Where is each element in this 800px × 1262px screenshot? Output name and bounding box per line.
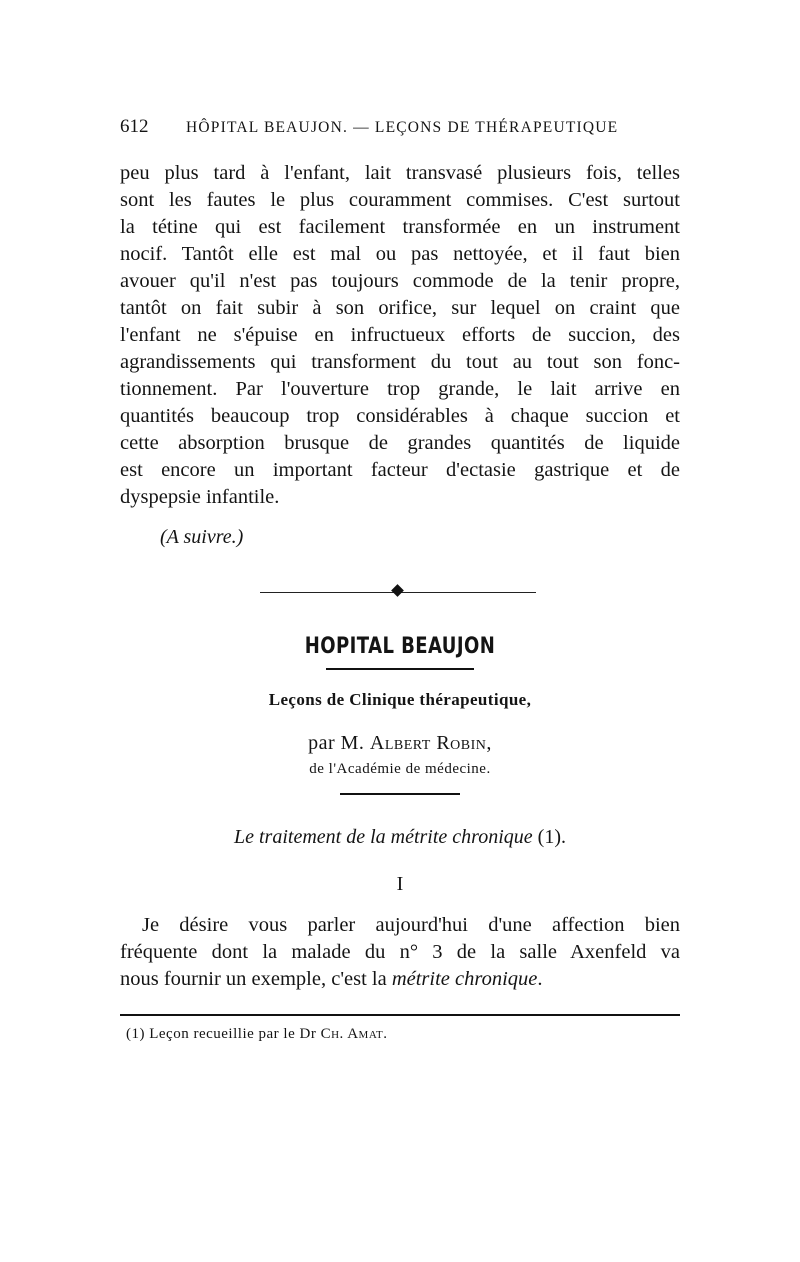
text-line: est encore un important facteur d'ectasie gastrique et de	[120, 459, 680, 481]
diamond-ornament-icon	[391, 584, 404, 597]
text-line: nocif. Tantôt elle est mal ou pas nettoyée, et il faut bien	[120, 243, 680, 265]
paragraph-lecture	[120, 912, 680, 993]
footnote-text: (1) Leçon recueillie par le Dr	[126, 1026, 317, 1042]
text-run: .	[537, 968, 543, 990]
text-line: tantôt on fait subir à son orifice, sur lequel on craint que	[120, 297, 680, 319]
text-line: quantités beaucoup trop considérables à chaque succion et	[120, 405, 680, 427]
text-line: sont les fautes le plus couramment commises. C'est surtout	[120, 189, 680, 211]
title-underline-rule	[326, 668, 474, 670]
text-line: agrandissements qui transforment du tout au tout son fonc-	[120, 351, 680, 373]
text-line: cette absorption brusque de grandes quantités de liquide	[120, 432, 680, 454]
text-line: tionnement. Par l'ouverture trop grande, le lait arrive en	[120, 378, 680, 400]
lecture-title-text: Le traitement de la métrite chronique	[234, 826, 533, 848]
text-line: l'enfant ne s'épuise en infructueux efforts de succion, des	[120, 324, 680, 346]
text-line: la tétine qui est facilement transformée en un instrument	[120, 216, 680, 238]
running-header	[120, 116, 680, 146]
running-title: HÔPITAL BEAUJON. — LEÇONS DE THÉRAPEUTIQUE	[186, 119, 619, 136]
footnote	[126, 1026, 388, 1043]
section-subtitle: Leçons de Clinique thérapeutique,	[268, 690, 532, 709]
lecture-title	[0, 826, 800, 849]
emphasis-text: métrite chronique	[391, 968, 538, 990]
footnote-rule	[120, 1014, 680, 1016]
text-line	[120, 966, 680, 993]
author-name: Albert Robin,	[369, 732, 492, 754]
paragraph-continued	[120, 160, 680, 511]
section-title: HOPITAL BEAUJON	[304, 634, 496, 659]
footnote-reference: (1).	[537, 826, 566, 848]
text-line: fréquente dont la malade du n° 3 de la salle Axenfeld va	[120, 941, 680, 963]
to-be-continued: (A suivre.)	[160, 526, 244, 548]
text-line: peu plus tard à l'enfant, lait transvasé plusieurs fois, telles	[120, 162, 680, 184]
footnote-name: Ch. Amat.	[320, 1026, 388, 1042]
author-line	[0, 732, 800, 755]
text-run: nous fournir un exemple, c'est la	[120, 968, 392, 990]
page-number: 612	[120, 116, 149, 137]
text-line: Je désire vous parler aujourd'hui d'une affection bien	[142, 914, 680, 936]
author-underline-rule	[340, 793, 460, 795]
section-number: I	[396, 873, 404, 895]
text-line: dyspepsie infantile.	[120, 486, 280, 508]
text-line: avouer qu'il n'est pas toujours commode de la tenir propre,	[120, 270, 680, 292]
author-affiliation: de l'Académie de médecine.	[309, 761, 491, 777]
author-prefix: par M.	[308, 732, 365, 754]
